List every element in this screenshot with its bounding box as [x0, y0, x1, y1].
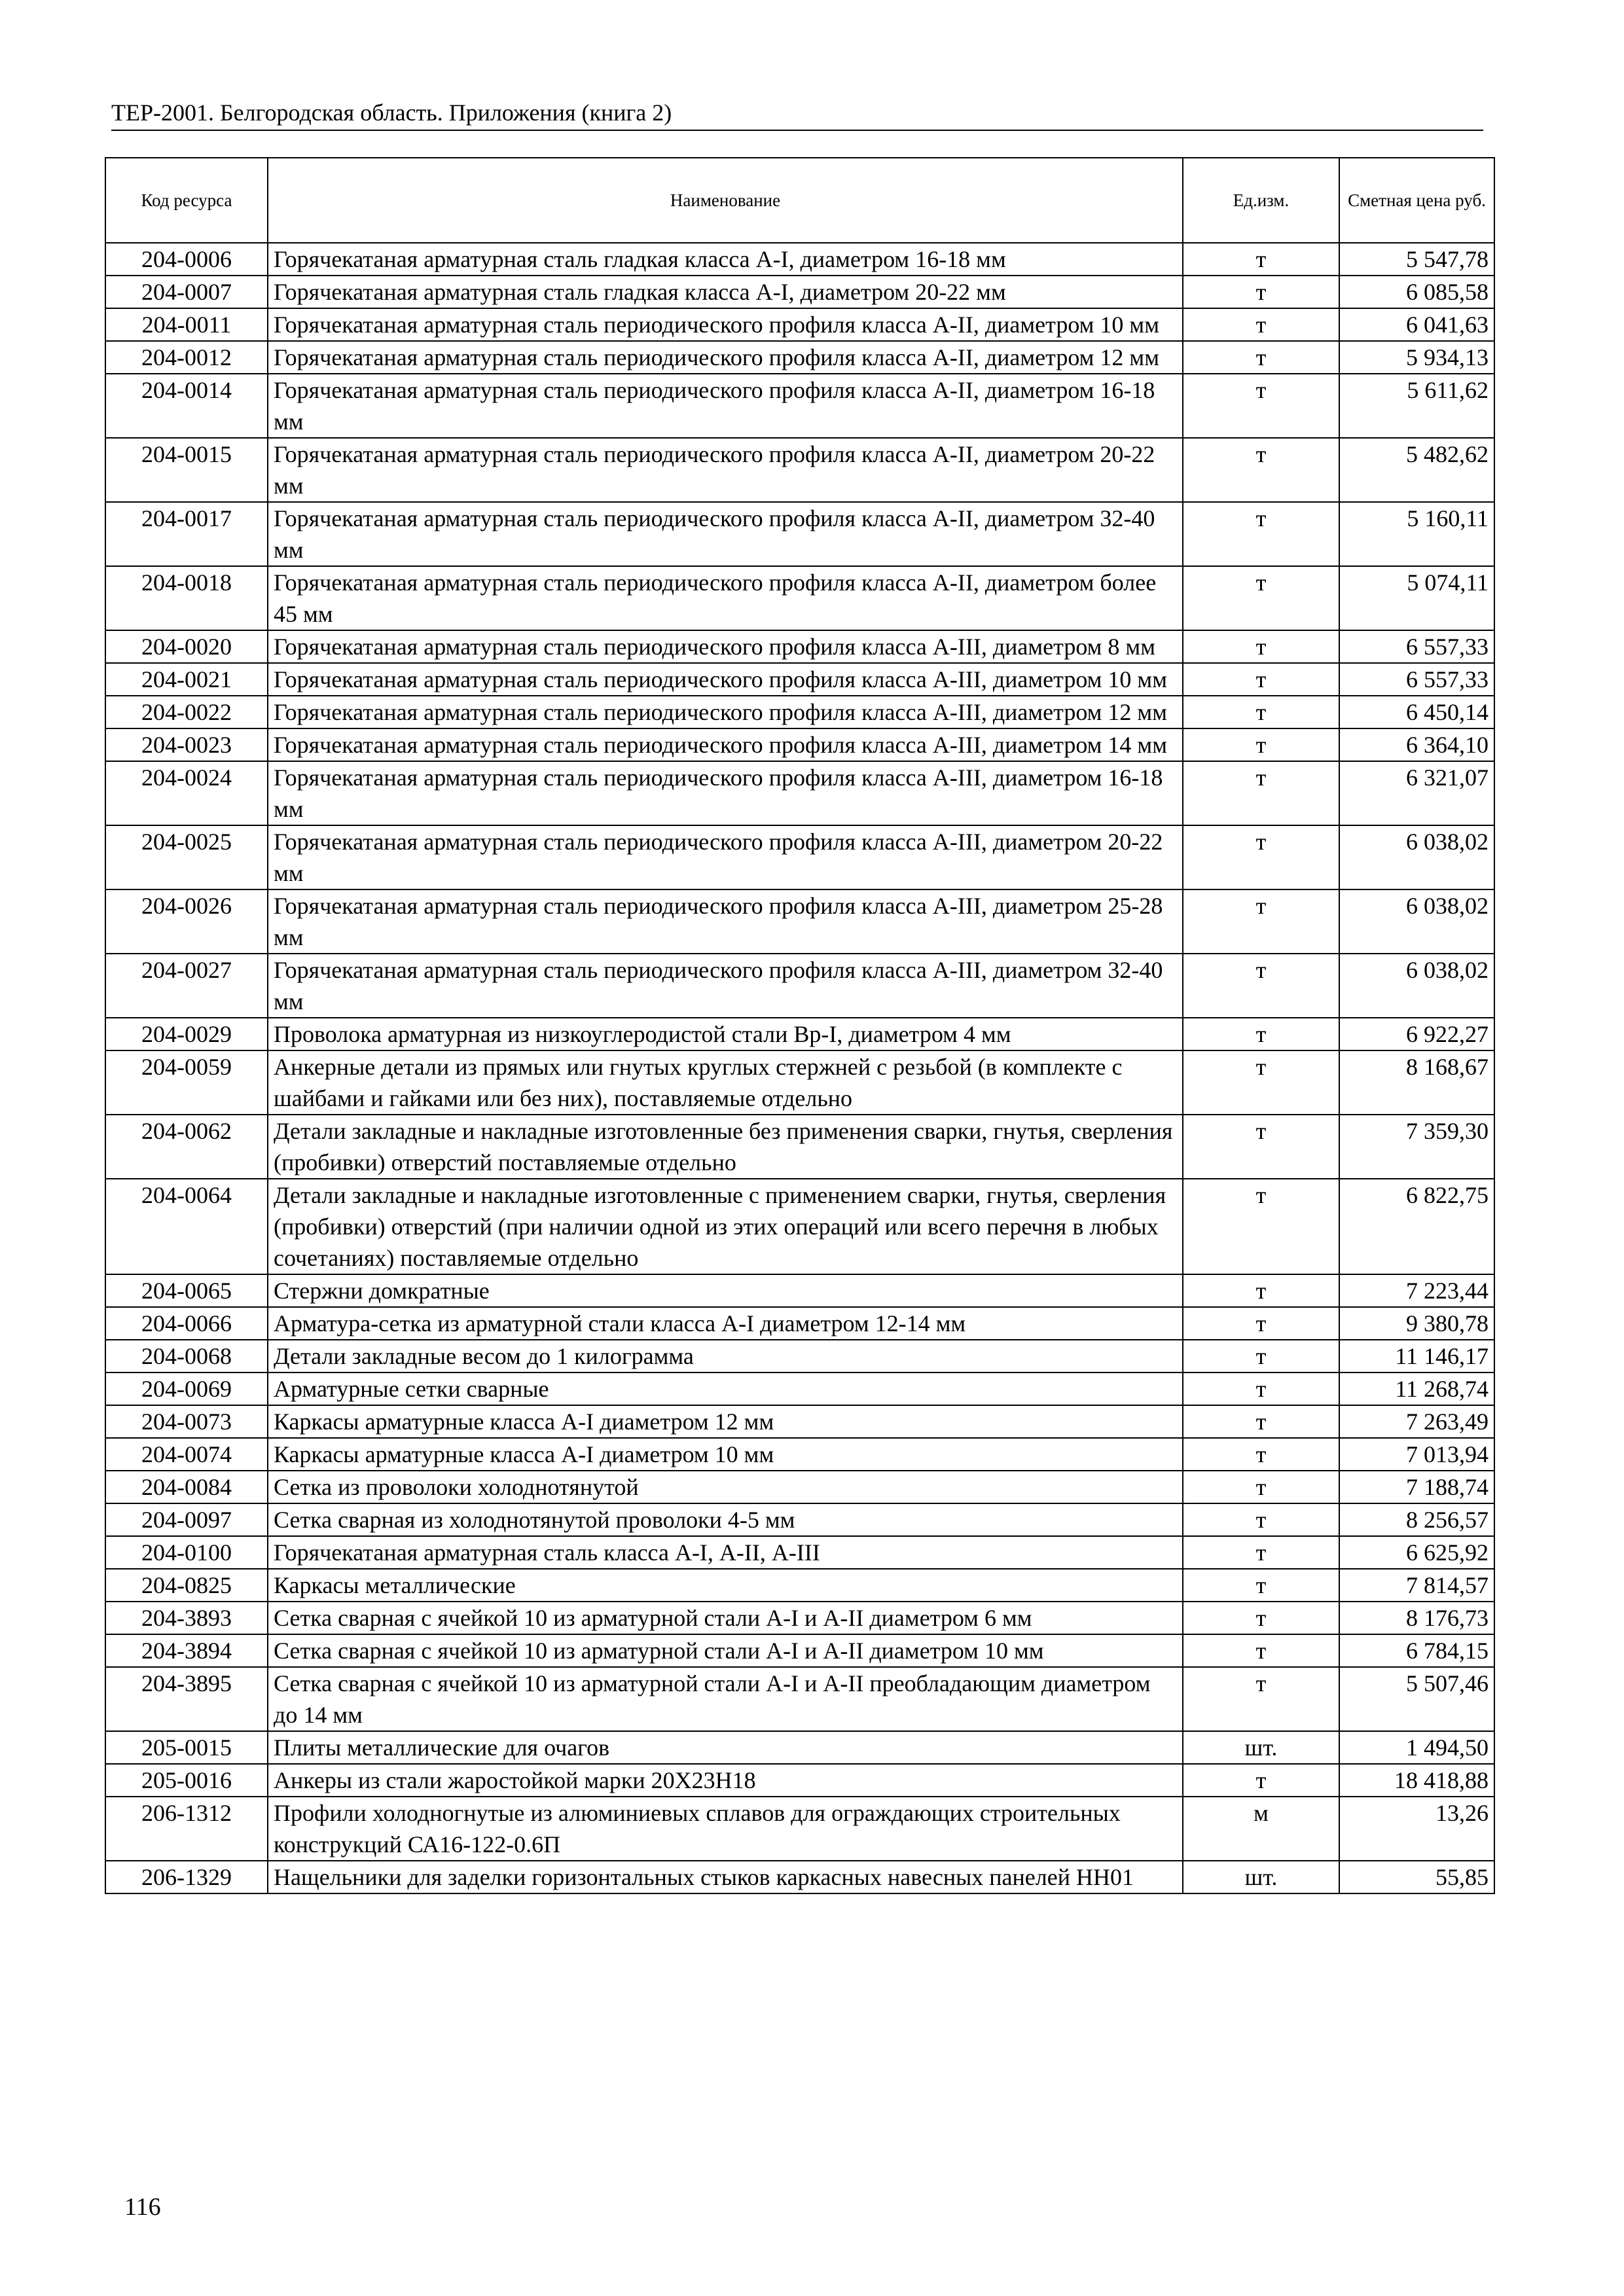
table-row [105, 1764, 1494, 1797]
cell-code: 204-0027 [105, 954, 268, 1018]
cell-unit: т [1183, 1372, 1339, 1405]
cell-code: 204-0006 [105, 243, 268, 276]
cell-code: 204-0097 [105, 1503, 268, 1536]
table-row [105, 1471, 1494, 1503]
table-row [105, 502, 1494, 566]
cell-name: Анкерные детали из прямых или гнутых круглых стержней с резьбой (в комплекте с шайбами и гайками или без них), поставляемые отдельно [268, 1050, 1183, 1115]
cell-unit: т [1183, 1115, 1339, 1179]
cell-code: 205-0016 [105, 1764, 268, 1797]
cell-code: 204-0068 [105, 1340, 268, 1372]
cell-unit: т [1183, 1536, 1339, 1569]
cell-price: 5 547,78 [1339, 243, 1494, 276]
cell-code: 204-0084 [105, 1471, 268, 1503]
cell-name: Горячекатаная арматурная сталь периодического профиля класса А-III, диаметром 12 мм [268, 696, 1183, 728]
table-row [105, 243, 1494, 276]
table-row [105, 1438, 1494, 1471]
cell-code: 204-0062 [105, 1115, 268, 1179]
table-row [105, 954, 1494, 1018]
table-row [105, 1667, 1494, 1731]
cell-name: Горячекатаная арматурная сталь гладкая класса А-I, диаметром 16-18 мм [268, 243, 1183, 276]
cell-unit: т [1183, 889, 1339, 954]
cell-name: Арматура-сетка из арматурной стали класса А-I диаметром 12-14 мм [268, 1307, 1183, 1340]
cell-unit: т [1183, 566, 1339, 630]
cell-name: Горячекатаная арматурная сталь периодического профиля класса А-III, диаметром 25-28 мм [268, 889, 1183, 954]
resource-table [105, 157, 1495, 1894]
column-header-price: Сметная цена руб. [1339, 158, 1494, 243]
cell-unit: м [1183, 1797, 1339, 1861]
table-row [105, 630, 1494, 663]
cell-name: Горячекатаная арматурная сталь периодического профиля класса А-II, диаметром 10 мм [268, 308, 1183, 341]
cell-unit: т [1183, 438, 1339, 502]
table-row [105, 1115, 1494, 1179]
cell-price: 6 557,33 [1339, 630, 1494, 663]
cell-name: Детали закладные весом до 1 килограмма [268, 1340, 1183, 1372]
cell-unit: т [1183, 308, 1339, 341]
cell-name: Стержни домкратные [268, 1274, 1183, 1307]
table-row [105, 1797, 1494, 1861]
cell-unit: т [1183, 341, 1339, 374]
cell-name: Детали закладные и накладные изготовленные с применением сварки, гнутья, сверления (пробивки) отверстий (при наличии одной из этих операций или всего перечня в любых сочетаниях) поставляемые отдельно [268, 1179, 1183, 1274]
table-row [105, 1372, 1494, 1405]
table-row [105, 374, 1494, 438]
cell-unit: т [1183, 1602, 1339, 1634]
cell-name: Горячекатаная арматурная сталь периодического профиля класса А-II, диаметром 12 мм [268, 341, 1183, 374]
table-row [105, 1050, 1494, 1115]
cell-name: Плиты металлические для очагов [268, 1731, 1183, 1764]
cell-unit: т [1183, 1634, 1339, 1667]
cell-unit: т [1183, 1307, 1339, 1340]
cell-name: Горячекатаная арматурная сталь периодического профиля класса А-III, диаметром 10 мм [268, 663, 1183, 696]
column-header-code: Код ресурса [105, 158, 268, 243]
cell-unit: т [1183, 1764, 1339, 1797]
cell-unit: т [1183, 1667, 1339, 1731]
cell-unit: т [1183, 663, 1339, 696]
cell-code: 204-0014 [105, 374, 268, 438]
cell-code: 204-3893 [105, 1602, 268, 1634]
cell-code: 204-0023 [105, 728, 268, 761]
cell-name: Каркасы металлические [268, 1569, 1183, 1602]
table-row [105, 341, 1494, 374]
cell-unit: т [1183, 1471, 1339, 1503]
cell-price: 6 321,07 [1339, 761, 1494, 825]
cell-code: 204-3894 [105, 1634, 268, 1667]
cell-price: 7 223,44 [1339, 1274, 1494, 1307]
table-row [105, 1018, 1494, 1050]
table-row [105, 663, 1494, 696]
cell-code: 206-1329 [105, 1861, 268, 1893]
cell-price: 7 263,49 [1339, 1405, 1494, 1438]
cell-code: 205-0015 [105, 1731, 268, 1764]
table-row [105, 1307, 1494, 1340]
cell-price: 6 557,33 [1339, 663, 1494, 696]
cell-price: 11 268,74 [1339, 1372, 1494, 1405]
cell-price: 8 256,57 [1339, 1503, 1494, 1536]
cell-price: 55,85 [1339, 1861, 1494, 1893]
cell-price: 6 364,10 [1339, 728, 1494, 761]
table-header-row [105, 158, 1494, 243]
cell-price: 7 359,30 [1339, 1115, 1494, 1179]
table-row [105, 1179, 1494, 1274]
cell-name: Горячекатаная арматурная сталь класса А-I, А-II, А-III [268, 1536, 1183, 1569]
table-row [105, 825, 1494, 889]
cell-unit: т [1183, 374, 1339, 438]
cell-code: 204-0022 [105, 696, 268, 728]
table-row [105, 1602, 1494, 1634]
cell-code: 204-0064 [105, 1179, 268, 1274]
cell-price: 1 494,50 [1339, 1731, 1494, 1764]
cell-name: Горячекатаная арматурная сталь гладкая класса А-I, диаметром 20-22 мм [268, 276, 1183, 308]
cell-code: 204-0015 [105, 438, 268, 502]
cell-price: 6 038,02 [1339, 825, 1494, 889]
page-header: ТЕР-2001. Белгородская область. Приложения (книга 2) [111, 99, 672, 126]
cell-name: Арматурные сетки сварные [268, 1372, 1183, 1405]
table-row [105, 438, 1494, 502]
cell-price: 5 611,62 [1339, 374, 1494, 438]
cell-name: Сетка сварная из холоднотянутой проволоки 4-5 мм [268, 1503, 1183, 1536]
cell-code: 204-0021 [105, 663, 268, 696]
cell-price: 6 038,02 [1339, 889, 1494, 954]
cell-name: Горячекатаная арматурная сталь периодического профиля класса А-III, диаметром 20-22 мм [268, 825, 1183, 889]
cell-code: 204-0011 [105, 308, 268, 341]
cell-code: 204-0025 [105, 825, 268, 889]
cell-code: 204-0069 [105, 1372, 268, 1405]
cell-price: 6 038,02 [1339, 954, 1494, 1018]
cell-unit: т [1183, 1179, 1339, 1274]
table-row [105, 1340, 1494, 1372]
cell-code: 204-0074 [105, 1438, 268, 1471]
table-row [105, 728, 1494, 761]
cell-price: 8 168,67 [1339, 1050, 1494, 1115]
cell-unit: шт. [1183, 1731, 1339, 1764]
cell-unit: т [1183, 1018, 1339, 1050]
cell-code: 204-0825 [105, 1569, 268, 1602]
header-rule [111, 130, 1483, 131]
cell-name: Профили холодногнутые из алюминиевых сплавов для ограждающих строительных конструкций СА16-122-0.6П [268, 1797, 1183, 1861]
cell-name: Горячекатаная арматурная сталь периодического профиля класса А-III, диаметром 16-18 мм [268, 761, 1183, 825]
table-row [105, 1503, 1494, 1536]
cell-code: 204-0018 [105, 566, 268, 630]
cell-price: 5 074,11 [1339, 566, 1494, 630]
table-row [105, 1569, 1494, 1602]
cell-unit: т [1183, 696, 1339, 728]
cell-price: 6 822,75 [1339, 1179, 1494, 1274]
cell-name: Горячекатаная арматурная сталь периодического профиля класса А-II, диаметром 32-40 мм [268, 502, 1183, 566]
table-row [105, 566, 1494, 630]
cell-unit: т [1183, 1050, 1339, 1115]
page-number: 116 [124, 2193, 161, 2221]
table-row [105, 1731, 1494, 1764]
cell-name: Каркасы арматурные класса А-I диаметром 10 мм [268, 1438, 1183, 1471]
cell-name: Сетка сварная с ячейкой 10 из арматурной стали А-I и А-II диаметром 10 мм [268, 1634, 1183, 1667]
cell-price: 6 085,58 [1339, 276, 1494, 308]
cell-name: Сетка из проволоки холоднотянутой [268, 1471, 1183, 1503]
table-row [105, 308, 1494, 341]
table-row [105, 276, 1494, 308]
cell-unit: т [1183, 1569, 1339, 1602]
cell-name: Детали закладные и накладные изготовленные без применения сварки, гнутья, сверления (пробивки) отверстий поставляемые отдельно [268, 1115, 1183, 1179]
cell-unit: т [1183, 630, 1339, 663]
table-row [105, 1405, 1494, 1438]
cell-price: 8 176,73 [1339, 1602, 1494, 1634]
cell-unit: т [1183, 954, 1339, 1018]
cell-code: 204-0029 [105, 1018, 268, 1050]
table-row [105, 1536, 1494, 1569]
cell-unit: т [1183, 761, 1339, 825]
cell-name: Горячекатаная арматурная сталь периодического профиля класса А-III, диаметром 32-40 мм [268, 954, 1183, 1018]
cell-price: 6 784,15 [1339, 1634, 1494, 1667]
cell-unit: т [1183, 243, 1339, 276]
cell-price: 6 922,27 [1339, 1018, 1494, 1050]
cell-price: 6 041,63 [1339, 308, 1494, 341]
cell-price: 5 507,46 [1339, 1667, 1494, 1731]
cell-price: 7 188,74 [1339, 1471, 1494, 1503]
cell-name: Сетка сварная с ячейкой 10 из арматурной стали А-I и А-II диаметром 6 мм [268, 1602, 1183, 1634]
cell-price: 5 482,62 [1339, 438, 1494, 502]
cell-unit: т [1183, 502, 1339, 566]
table-row [105, 1861, 1494, 1893]
cell-code: 204-0073 [105, 1405, 268, 1438]
cell-price: 11 146,17 [1339, 1340, 1494, 1372]
cell-code: 204-0012 [105, 341, 268, 374]
column-header-unit: Ед.изм. [1183, 158, 1339, 243]
cell-code: 204-0007 [105, 276, 268, 308]
cell-code: 204-0020 [105, 630, 268, 663]
cell-unit: т [1183, 1274, 1339, 1307]
cell-name: Проволока арматурная из низкоуглеродистой стали Вр-I, диаметром 4 мм [268, 1018, 1183, 1050]
cell-price: 6 450,14 [1339, 696, 1494, 728]
column-header-name: Наименование [268, 158, 1183, 243]
cell-code: 204-0066 [105, 1307, 268, 1340]
cell-name: Горячекатаная арматурная сталь периодического профиля класса А-II, диаметром 16-18 мм [268, 374, 1183, 438]
cell-price: 5 160,11 [1339, 502, 1494, 566]
cell-price: 18 418,88 [1339, 1764, 1494, 1797]
cell-price: 6 625,92 [1339, 1536, 1494, 1569]
cell-unit: т [1183, 1340, 1339, 1372]
table-row [105, 1634, 1494, 1667]
cell-unit: т [1183, 1503, 1339, 1536]
cell-unit: шт. [1183, 1861, 1339, 1893]
cell-code: 204-0017 [105, 502, 268, 566]
cell-unit: т [1183, 728, 1339, 761]
cell-code: 204-0026 [105, 889, 268, 954]
cell-price: 7 814,57 [1339, 1569, 1494, 1602]
cell-price: 7 013,94 [1339, 1438, 1494, 1471]
cell-code: 204-0100 [105, 1536, 268, 1569]
cell-unit: т [1183, 825, 1339, 889]
cell-name: Анкеры из стали жаростойкой марки 20Х23Н18 [268, 1764, 1183, 1797]
cell-price: 9 380,78 [1339, 1307, 1494, 1340]
cell-code: 204-3895 [105, 1667, 268, 1731]
cell-name: Горячекатаная арматурная сталь периодического профиля класса А-II, диаметром 20-22 мм [268, 438, 1183, 502]
cell-unit: т [1183, 276, 1339, 308]
cell-unit: т [1183, 1438, 1339, 1471]
cell-name: Горячекатаная арматурная сталь периодического профиля класса А-III, диаметром 8 мм [268, 630, 1183, 663]
cell-name: Горячекатаная арматурная сталь периодического профиля класса А-II, диаметром более 45 мм [268, 566, 1183, 630]
cell-price: 5 934,13 [1339, 341, 1494, 374]
cell-code: 204-0059 [105, 1050, 268, 1115]
cell-code: 206-1312 [105, 1797, 268, 1861]
table-row [105, 761, 1494, 825]
cell-code: 204-0065 [105, 1274, 268, 1307]
cell-name: Нащельники для заделки горизонтальных стыков каркасных навесных панелей НН01 [268, 1861, 1183, 1893]
cell-code: 204-0024 [105, 761, 268, 825]
cell-price: 13,26 [1339, 1797, 1494, 1861]
cell-unit: т [1183, 1405, 1339, 1438]
cell-name: Каркасы арматурные класса А-I диаметром 12 мм [268, 1405, 1183, 1438]
table-row [105, 696, 1494, 728]
cell-name: Сетка сварная с ячейкой 10 из арматурной стали А-I и А-II преобладающим диаметром до 14 мм [268, 1667, 1183, 1731]
cell-name: Горячекатаная арматурная сталь периодического профиля класса А-III, диаметром 14 мм [268, 728, 1183, 761]
table-row [105, 889, 1494, 954]
table-row [105, 1274, 1494, 1307]
